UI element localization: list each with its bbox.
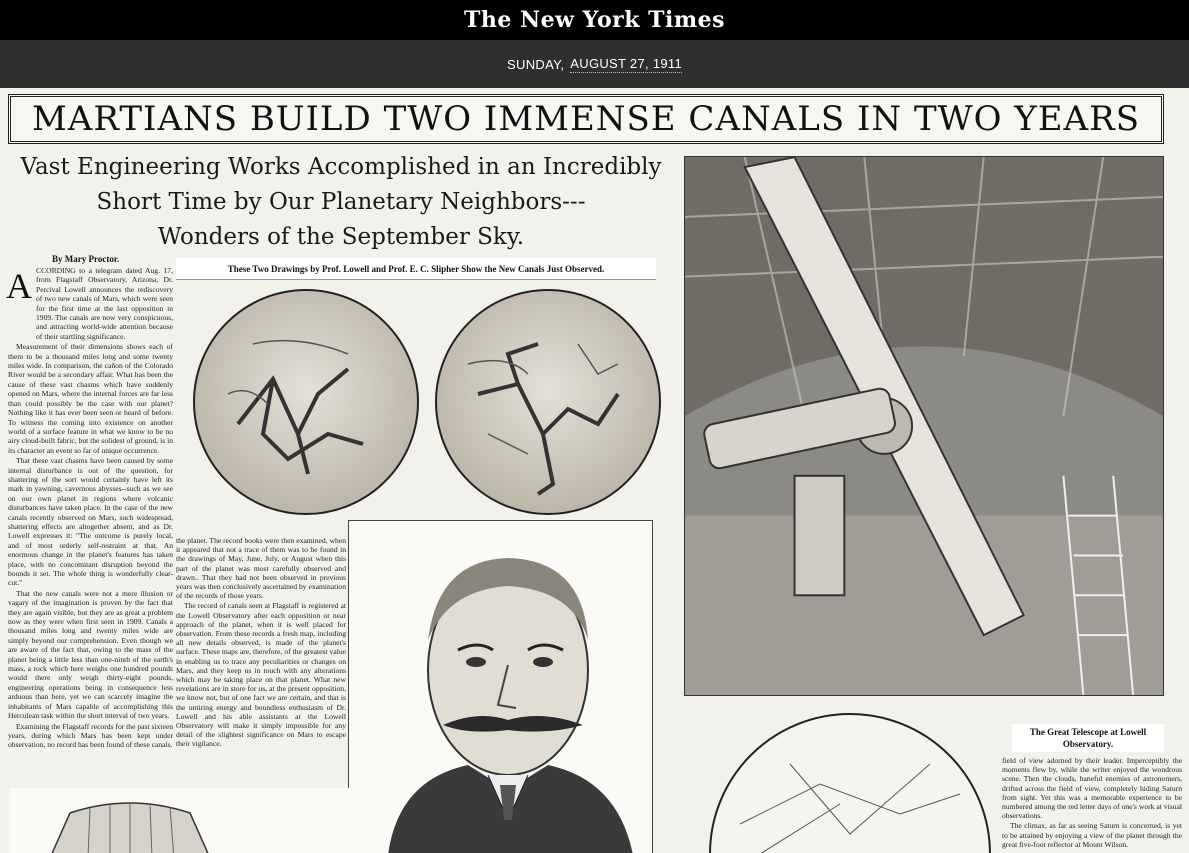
nyt-logo[interactable]: The New York Times — [463, 7, 726, 33]
headline-banner — [8, 94, 1164, 144]
article-column-3 — [1002, 756, 1182, 853]
telescope-caption: The Great Telescope at Lowell Observatory. — [1012, 724, 1164, 752]
observatory-building-photo — [10, 788, 350, 853]
date-link[interactable]: AUGUST 27, 1911 — [570, 55, 682, 71]
paragraph: That these vast chasms have been caused by some internal disturbance is out of the question, for shattering of the sort would certainly have left its mark in yawning, cavernous abysses--such as we see on our own planet in regions where volcanic disturbances have taken place. In the case of the new canals recently observed on Mars, such widespread, shattering effects are altogether absent, and as Dr. Lowell expresses it: "The outcome is purely local, and of most orderly self-restraint at that. An enormous change in the planet's features has taken place, with no concomitant disruption beyond the bounds it set. The whole thing is wonderfully clear-cut." — [8, 456, 173, 588]
drawings-caption: These Two Drawings by Prof. Lowell and Prof. E. C. Slipher Show the New Canals Just Observed. — [176, 258, 656, 280]
paragraph: CCORDING to a telegram dated Aug. 17, from Flagstaff Observatory, Arizona, Dr. Percival Lowell announces the rediscovery of two new canals of Mars, which were seen for the first time at the last opposition in 1909. The canals are now very conspicuous, and attracting world-wide attention because of their startling significance. — [36, 266, 173, 341]
paragraph: the planet. The record books were then examined, when it appeared that not a trace of them was to be found in the drawings of May, June, July, or August when this part of the planet was most carefully observed and drawn.. That they had not been observed in previous years was then conclusively ascertained by examination of the records of those years. — [176, 536, 346, 601]
byline: By Mary Proctor. — [52, 254, 120, 264]
weekday-label: SUNDAY, — [507, 56, 565, 72]
mars-drawings — [178, 284, 678, 524]
telescope-photo — [684, 156, 1164, 696]
masthead — [0, 0, 1189, 40]
subhead-line: Short Time by Our Planetary Neighbors--- — [96, 189, 586, 215]
paragraph: The climax, as far as seeing Saturn is concerned, is yet to be attained by enjoying a view of the planet through the great five-foot reflector at Mount Wilson. — [1002, 821, 1182, 849]
article-column-1 — [8, 266, 173, 853]
paragraph: That the new canals were not a mere illusion or vagary of the imagination is proven by the fact that they are again visible, but they are as great a problem now as they were when first seen in 1909. Canals a thousand miles long and twenty miles wide are simply beyond our comprehension. Even though we are aware of the fact that, owing to the mass of the planet being a little less than one-ninth of the earth's mass, a rock which here weighs one hundred pounds would there only weigh thirty-eight pounds, engineering operations being in consequence less arduous than here, yet we can scarcely imagine the inhabitants of Mars capable of accomplishing this Herculean task within the short interval of two years. — [8, 588, 173, 721]
headline: MARTIANS BUILD TWO IMMENSE CANALS IN TWO YEARS — [31, 99, 1140, 139]
subhead-line: Vast Engineering Works Accomplished in an Incredibly — [20, 154, 662, 180]
lowell-portrait — [348, 520, 653, 853]
paragraph: field of view adorned by their leader. Imperceptibly the moments flew by, while the writer enjoyed the wondrous scene. Then the clouds, baneful enemies of astronomers, drifted across the field of view, completely hiding Saturn from sight. Yet this was a memorable experience to be numbered among the red letter days of one's work at visual observations. — [1002, 756, 1182, 821]
paragraph: Examining the Flagstaff records for the past sixteen years, during which Mars has been kept under observation, no record has been found of these canals. — [8, 721, 173, 750]
newspaper-page — [0, 88, 1189, 853]
planet-map — [700, 704, 1020, 853]
date-bar — [0, 40, 1189, 88]
paragraph: Measurement of their dimensions shows each of them to be a thousand miles long and some twenty miles wide. In comparison, the cañon of the Colorado River would be a secondary affair. What has been the cause of these vast chasms which have suddenly opened on Mars, where the internal forces are far less than could possibly be the case with our planet? Nothing like it has ever been seen or heard of before. To witness the coming into existence on another world of a surface feature in what we know to be no airy cloud-built fabric, but the solidest of ground, is in its character an event so far of unique occurrence. — [8, 342, 173, 455]
subhead-line: Wonders of the September Sky. — [157, 224, 525, 250]
drop-cap: A — [6, 266, 32, 306]
mars-drawing-right — [436, 290, 660, 514]
subheadline — [10, 150, 672, 255]
mars-drawing-left — [194, 290, 418, 514]
paragraph: The record of canals seen at Flagstaff is registered at the Lowell Observatory after each opposition or near approach of the planet, when it is well placed for observation. From these records a fresh map, including all new details observed, is made of the planet's surface. These maps are, therefore, of the greatest value in enabling us to trace any peculiarities or changes on Mars, and they keep us in touch with any alterations which may be taking place on that planet. What new revelations are in store for us, at the present opposition, we know not, but of one fact we are certain, and that is the untiring energy and boundless enthusiasm of Dr. Lowell and his able assistants at the Lowell Observatory will make it simply impossible for any detail of the slightest significance on Mars to escape their vigilance. — [176, 601, 346, 749]
